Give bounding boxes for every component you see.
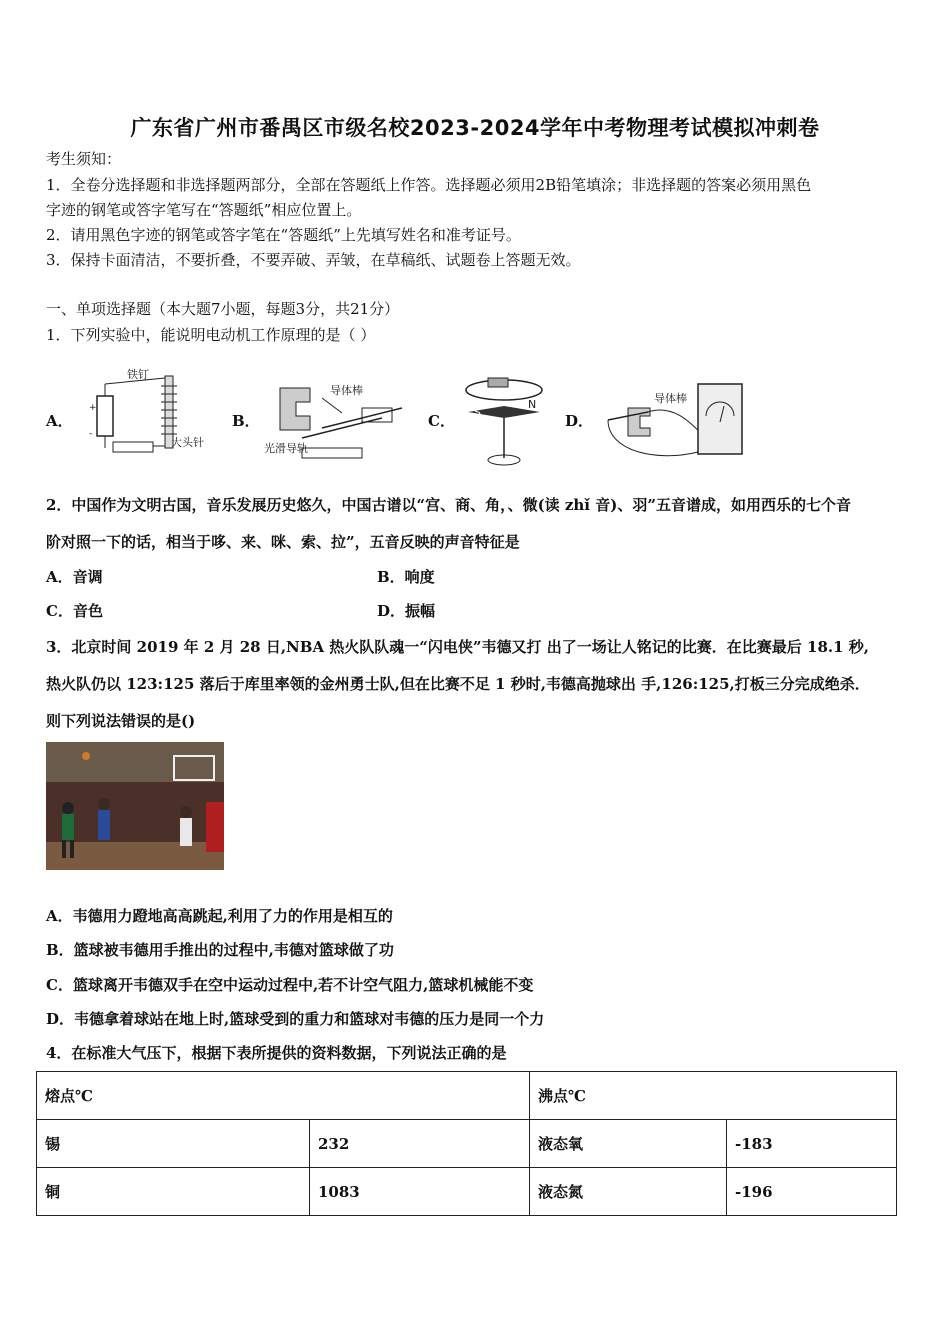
q3-option-c: C．篮球离开韦德双手在空中运动过程中,若不计空气阻力,篮球机械能不变 <box>46 976 534 994</box>
q1-option-c: C． <box>428 412 455 430</box>
notice-item: 3．保持卡面清洁，不要折叠，不要弄破、弄皱，在草稿纸、试题卷上答题无效。 <box>46 251 581 269</box>
data-table <box>36 1071 897 1216</box>
q3-option-d: D．韦德拿着球站在地上时,篮球受到的重力和篮球对韦德的压力是同一个力 <box>46 1010 545 1028</box>
table-cell: 锡 <box>37 1120 310 1168</box>
question-3-line: 则下列说法错误的是() <box>46 712 196 730</box>
notice-item: 字迹的钢笔或答字笔写在“答题纸”相应位置上。 <box>46 201 362 219</box>
question-2-line: 阶对照一下的话，相当于哆、来、咪、索、拉”，五音反映的声音特征是 <box>46 533 520 551</box>
q1-figure-b-rails <box>262 378 412 468</box>
basketball-photo <box>46 742 224 870</box>
label-iron-nail: 铁钉 <box>127 368 149 381</box>
table-cell: -183 <box>727 1120 897 1168</box>
question-3-line: 热火队仍以 123:125 落后于库里率领的金州勇士队,但在比赛不足 1 秒时,韦德高抛球出 手,126:125,打板三分完成绝杀． <box>46 675 870 693</box>
q3-option-b: B．篮球被韦德用手推出的过程中,韦德对篮球做了功 <box>46 941 394 959</box>
label-conductor-rod: 导体棒 <box>330 384 363 397</box>
table-cell: 铜 <box>37 1168 310 1216</box>
q2-option-a: A．音调 <box>46 568 103 586</box>
question-2-line: 2．中国作为文明古国，音乐发展历史悠久，中国古谱以“宫、商、角，、微(读 zhǐ 音)、羽”五音谱成，如用西乐的七个音 <box>46 496 851 514</box>
page-title: 广东省广州市番禺区市级名校2023-2024学年中考物理考试模拟冲刺卷 <box>130 116 820 140</box>
svg-text:+: + <box>89 403 97 413</box>
table-cell: -196 <box>727 1168 897 1216</box>
q1-figure-c-compass <box>460 372 550 472</box>
q1-option-b: B． <box>232 412 260 430</box>
notice-heading: 考生须知： <box>46 150 122 168</box>
q1-option-a: A． <box>46 412 73 430</box>
table-cell: 1083 <box>310 1168 530 1216</box>
question-4-stem: 4．在标准大气压下，根据下表所提供的资料数据，下列说法正确的是 <box>46 1044 507 1062</box>
q2-option-c: C．音色 <box>46 602 103 620</box>
q2-option-b: B．响度 <box>377 568 435 586</box>
q1-figure-a-electromagnet <box>85 366 204 466</box>
table-cell: 232 <box>310 1120 530 1168</box>
table-cell: 液态氮 <box>530 1168 727 1216</box>
label-pins: 大头针 <box>171 436 204 449</box>
label-conductor-rod: 导体棒 <box>654 392 687 405</box>
notice-item: 1．全卷分选择题和非选择题两部分，全部在答题纸上作答。选择题必须用2B铅笔填涂；非选择题的答案必须用黑色 <box>46 176 812 194</box>
label-smooth-rails: 光滑导轨 <box>264 442 308 455</box>
table-row <box>37 1120 897 1168</box>
table-cell: 液态氧 <box>530 1120 727 1168</box>
question-1-stem: 1．下列实验中，能说明电动机工作原理的是（ ） <box>46 326 376 344</box>
q3-option-a: A．韦德用力蹬地高高跳起,利用了力的作用是相互的 <box>46 907 393 925</box>
header-boiling-point: 沸点℃ <box>530 1072 897 1120</box>
table-header-row <box>37 1072 897 1120</box>
q1-option-d: D． <box>565 412 594 430</box>
section-heading: 一、单项选择题（本大题7小题，每题3分，共21分） <box>46 300 400 318</box>
label-n-pole: N <box>528 398 537 411</box>
q1-figure-d-galvanometer <box>598 372 758 468</box>
notice-item: 2．请用黑色字迹的钢笔或答字笔在“答题纸”上先填写姓名和准考证号。 <box>46 226 521 244</box>
header-melting-point: 熔点℃ <box>37 1072 530 1120</box>
label-s-pole: S <box>474 406 481 419</box>
svg-text:-: - <box>89 429 93 439</box>
table-row <box>37 1168 897 1216</box>
q2-option-d: D．振幅 <box>377 602 436 620</box>
question-3-line: 3．北京时间 2019 年 2 月 28 日,NBA 热火队队魂一“闪电侠”韦德又打 出了一场让人铭记的比赛．在比赛最后 18.1 秒, <box>46 638 869 656</box>
